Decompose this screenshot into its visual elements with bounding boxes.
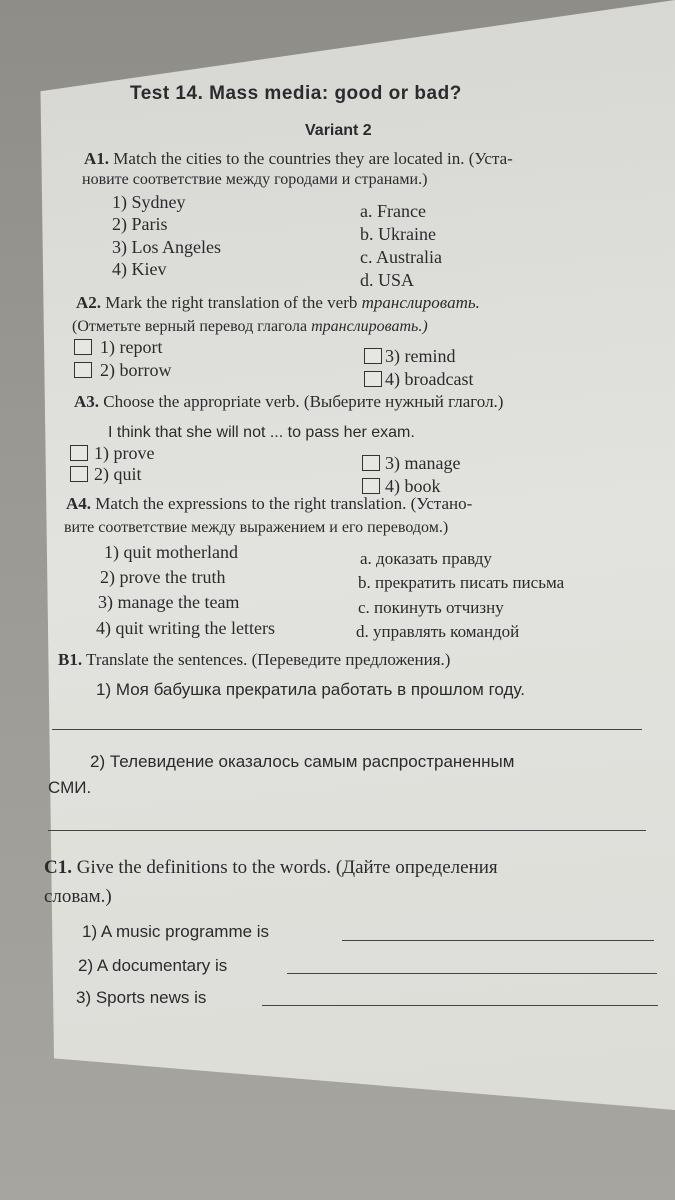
c1-item-3: 3) Sports news is: [76, 988, 207, 1007]
b1-text: Translate the sentences. (Переведите предложения.): [86, 650, 451, 669]
c1-answer-line-2[interactable]: [287, 973, 657, 974]
variant-label: Variant 2: [305, 122, 372, 139]
a4-right-item: b. прекратить писать письма: [358, 573, 565, 592]
a1-right-item: c. Australia: [360, 247, 442, 267]
a4-left-item: 1) quit motherland: [104, 542, 238, 562]
a2-text2-word: транслировать.): [311, 318, 428, 335]
a4-instruction-line1: [66, 494, 472, 514]
a1-left-item: 2) Paris: [112, 214, 168, 234]
a3-checkbox-2[interactable]: [70, 466, 88, 482]
a2-checkbox-3[interactable]: [364, 348, 382, 364]
a4-right-item: a. доказать правду: [360, 549, 492, 568]
b1-sentence-2b: СМИ.: [48, 778, 92, 797]
a2-text2: (Отметьте верный перевод глагола: [72, 318, 308, 335]
a4-instruction-line2: вите соответствие между выражением и его переводом.): [64, 519, 449, 536]
a2-checkbox-4[interactable]: [364, 371, 382, 387]
a3-checkbox-3[interactable]: [362, 455, 380, 471]
b1-sentence-2a: 2) Телевидение оказалось самым распространенным: [90, 752, 515, 771]
c1-answer-line-3[interactable]: [262, 1005, 658, 1006]
a2-option: 4) broadcast: [385, 369, 474, 389]
a1-left-item: 3) Los Angeles: [112, 237, 221, 257]
a4-label: A4.: [66, 494, 92, 513]
a2-instruction-line2: [72, 317, 428, 337]
c1-text1: Give the definitions to the words. (Дайте определения: [76, 857, 498, 878]
a3-checkbox-4[interactable]: [362, 478, 380, 494]
a1-right-item: a. France: [360, 201, 426, 221]
a3-sentence: I think that she will not ... to pass her exam.: [108, 424, 415, 441]
a4-right-item: d. управлять командой: [356, 622, 520, 641]
a2-option: 1) report: [100, 337, 163, 357]
a1-left-item: 1) Sydney: [112, 192, 186, 212]
b1-label: B1.: [58, 650, 83, 669]
a3-checkbox-1[interactable]: [70, 445, 88, 461]
a2-option: 3) remind: [385, 346, 456, 366]
a2-label: A2.: [76, 293, 102, 312]
b1-answer-line-1[interactable]: [52, 729, 642, 730]
a1-text1: Match the cities to the countries they are located in. (Уста-: [113, 149, 513, 168]
a3-label: A3.: [74, 392, 100, 411]
page-title: Test 14. Mass media: good or bad?: [130, 83, 462, 104]
a1-right-item: b. Ukraine: [360, 224, 436, 244]
a1-instruction-line1: [84, 149, 513, 169]
a4-left-item: 4) quit writing the letters: [96, 618, 275, 638]
a3-option: 3) manage: [385, 453, 461, 473]
a3-option: 1) prove: [94, 443, 155, 463]
a3-text: Choose the appropriate verb. (Выберите нужный глагол.): [103, 392, 504, 411]
a1-instruction-line2: новите соответствие между городами и странами.): [82, 171, 428, 188]
a2-instruction-line1: [76, 293, 480, 313]
b1-instruction: [58, 650, 450, 670]
c1-instruction-line2: словам.): [44, 886, 112, 907]
c1-item-2: 2) A documentary is: [78, 956, 228, 975]
a1-left-item: 4) Kiev: [112, 259, 167, 279]
a2-checkbox-2[interactable]: [74, 362, 92, 378]
c1-instruction-line1: [44, 858, 498, 878]
a2-text1: Mark the right translation of the verb: [105, 293, 358, 312]
a4-right-item: c. покинуть отчизну: [358, 598, 504, 617]
a3-option: 2) quit: [94, 464, 142, 484]
c1-answer-line-1[interactable]: [342, 940, 654, 941]
b1-sentence-1: 1) Моя бабушка прекратила работать в прошлом году.: [96, 680, 525, 699]
a3-option: 4) book: [385, 476, 441, 496]
a4-left-item: 2) prove the truth: [100, 567, 226, 587]
a2-text1-word: транслировать.: [361, 293, 480, 312]
c1-label: C1.: [44, 857, 72, 878]
b1-answer-line-2[interactable]: [48, 830, 646, 831]
c1-item-1: 1) A music programme is: [82, 922, 270, 941]
a1-label: A1.: [84, 149, 110, 168]
a3-instruction: [74, 392, 503, 412]
a4-text1: Match the expressions to the right translation. (Устано-: [95, 494, 473, 513]
a4-left-item: 3) manage the team: [98, 592, 240, 612]
a1-right-item: d. USA: [360, 270, 415, 290]
a2-checkbox-1[interactable]: [74, 339, 92, 355]
a2-option: 2) borrow: [100, 360, 172, 380]
